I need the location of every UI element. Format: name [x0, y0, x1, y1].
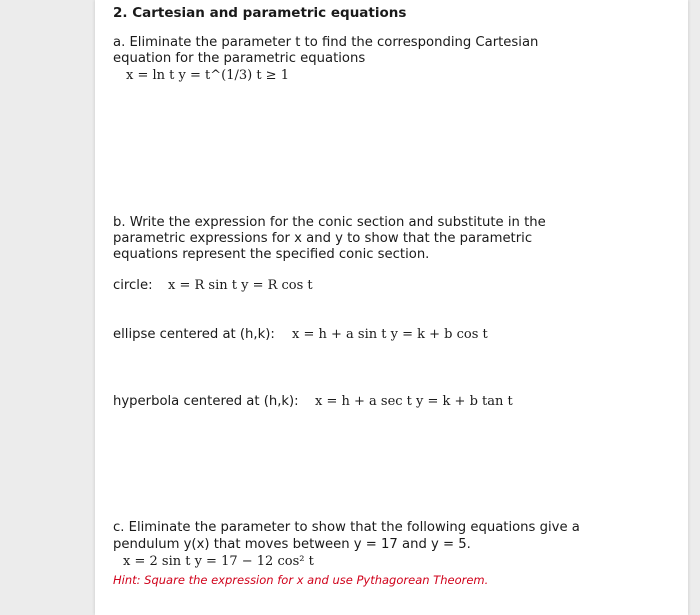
part-b-line3: equations represent the specified conic section. — [113, 247, 430, 262]
hyperbola-label: hyperbola centered at (h,k): — [113, 394, 299, 409]
section-title: 2. Cartesian and parametric equations — [113, 5, 407, 21]
part-c-line1: c. Eliminate the parameter to show that the following equations give a — [113, 520, 580, 535]
ellipse-label: ellipse centered at (h,k): — [113, 327, 275, 342]
part-b-line1: b. Write the expression for the conic section and substitute in the — [113, 215, 546, 230]
part-a-equation: x = ln t y = t^(1/3) t ≥ 1 — [126, 68, 289, 83]
circle-equation: x = R sin t y = R cos t — [168, 278, 313, 293]
circle-label: circle: — [113, 278, 153, 293]
part-a-line1: a. Eliminate the parameter t to find the corresponding Cartesian — [113, 35, 539, 50]
ellipse-equation: x = h + a sin t y = k + b cos t — [292, 327, 488, 342]
part-a-line2: equation for the parametric equations — [113, 51, 366, 66]
part-c-line2: pendulum y(x) that moves between y = 17 and y = 5. — [113, 537, 471, 552]
part-c-hint: Hint: Square the expression for x and use Pythagorean Theorem. — [113, 573, 489, 587]
hyperbola-equation: x = h + a sec t y = k + b tan t — [315, 394, 513, 409]
part-c-equation: x = 2 sin t y = 17 − 12 cos² t — [123, 554, 314, 569]
part-b-line2: parametric expressions for x and y to show that the parametric — [113, 231, 533, 246]
